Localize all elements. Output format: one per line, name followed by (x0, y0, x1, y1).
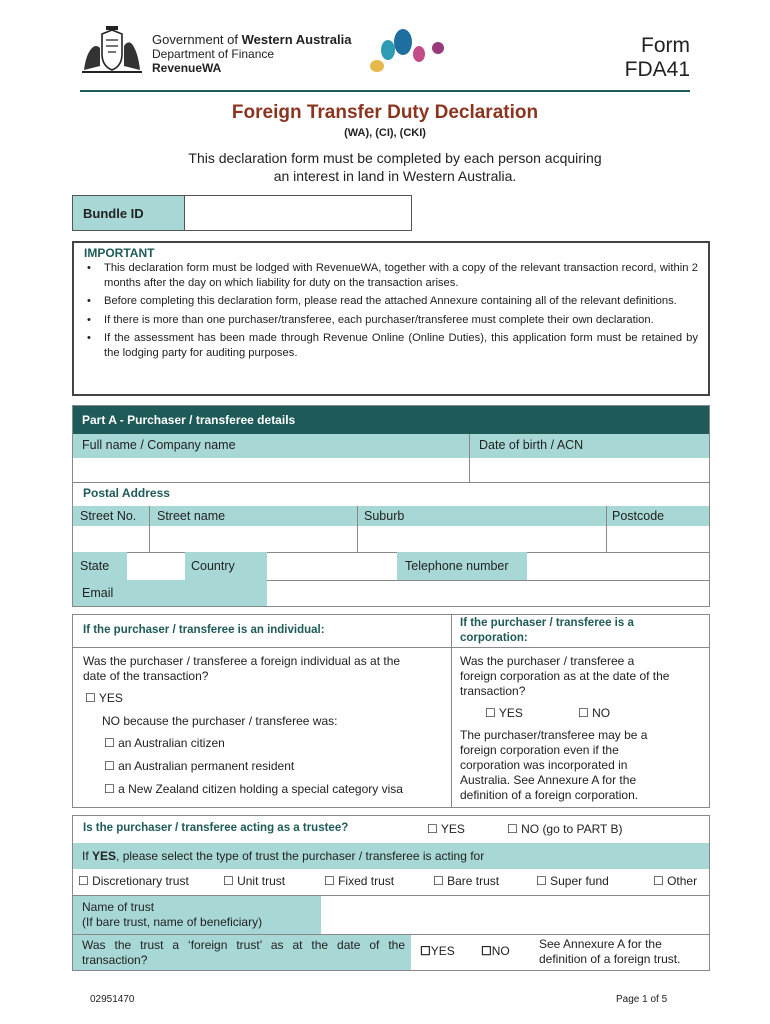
corporation-question-line1: Was the purchaser / transferee a (460, 654, 635, 668)
country-label: Country (185, 552, 267, 580)
state-input[interactable] (127, 552, 185, 580)
important-heading: IMPORTANT (84, 246, 155, 260)
individual-question (83, 654, 400, 684)
trustee-section (72, 815, 710, 971)
form-code: FDA41 (624, 58, 690, 81)
bare-trust-option[interactable]: ☐ Bare trust (433, 874, 500, 888)
divider (73, 647, 451, 648)
corporation-question-line2: foreign corporation as at the date of the (460, 669, 670, 683)
individual-question-line2: date of the transaction? (83, 669, 209, 683)
trustee-no-label: NO (521, 822, 540, 836)
trust-type-label: Super fund (550, 874, 609, 888)
form-identifier (625, 34, 690, 82)
fixed-trust-option[interactable]: ☐ Fixed trust (324, 874, 395, 888)
trustee-no-option[interactable]: ☐ NO (go to PART B) (507, 822, 623, 836)
divider (451, 647, 709, 648)
foreign-trust-question (73, 935, 411, 970)
country-input[interactable] (267, 552, 397, 580)
page-header (0, 0, 770, 92)
telephone-input[interactable] (527, 552, 709, 580)
trustee-no-note: (go to PART B) (542, 822, 623, 836)
annex-note-line1: See Annexure A for the (539, 937, 662, 951)
intro-line-1: This declaration form must be completed by each person acquiring (188, 150, 602, 166)
email-label: Email (73, 580, 267, 606)
postcode-label: Postcode (612, 509, 665, 523)
telephone-label: Telephone number (397, 552, 527, 580)
individual-heading: If the purchaser / transferee is an individual: (83, 624, 325, 636)
street-no-input[interactable] (73, 526, 149, 552)
important-item: • This declaration form must be lodged with RevenueWA, together with a copy of the relevant transaction record, within 2 months after the day on which liability for duty on the transaction arises. (84, 261, 698, 290)
coat-of-arms-logo (80, 26, 144, 76)
corporation-note (460, 728, 700, 803)
page-subtitle: (WA), (CI), (CKI) (344, 127, 426, 139)
nz-citizen-option[interactable]: ☐ a New Zealand citizen holding a special category visa (104, 782, 403, 796)
trustee-question: Is the purchaser / transferee acting as a trustee? (83, 822, 349, 834)
intro-line-2: an interest in land in Western Australia. (273, 168, 517, 184)
trust-name-line2: (If bare trust, name of beneficiary) (82, 915, 263, 929)
bundle-id-row (72, 195, 412, 231)
corporation-question-line3: transaction? (460, 684, 526, 698)
important-item: • Before completing this declaration form, please read the attached Annexure containing all of the relevant definitions. (84, 294, 698, 309)
foreign-status-section (72, 614, 710, 808)
trust-type-prefix: If (82, 849, 93, 863)
page-number: Page 1 of 5 (616, 994, 668, 1005)
full-name-label: Full name / Company name (73, 434, 469, 458)
foreign-trust-yes-label: YES (430, 944, 455, 958)
trust-type-label: Unit trust (237, 874, 286, 888)
state-label: State (73, 552, 127, 580)
trust-type-prompt (73, 843, 709, 869)
nz-citizen-label: a New Zealand citizen holding a special category visa (118, 782, 403, 796)
individual-question-line1: Was the purchaser / transferee a foreign individual as at the (83, 654, 401, 668)
intro-text (0, 149, 770, 185)
page-title: Foreign Transfer Duty Declaration (231, 102, 539, 123)
foreign-trust-no-option[interactable]: ☐NO (481, 944, 510, 958)
other-trust-option[interactable]: ☐ Other (653, 874, 698, 888)
corporation-no-label: NO (592, 706, 611, 720)
corporation-heading-line2: corporation: (460, 632, 528, 644)
individual-yes-option[interactable]: ☐ YES (85, 691, 123, 705)
foreign-trust-annex-note (539, 937, 680, 967)
corporation-yes-label: YES (498, 706, 523, 720)
corporation-question (460, 654, 700, 699)
corporation-heading (460, 616, 634, 646)
dob-label: Date of birth / ACN (469, 434, 709, 458)
super-fund-option[interactable]: ☐ Super fund (536, 874, 609, 888)
important-list (84, 261, 698, 361)
unit-trust-option[interactable]: ☐ Unit trust (223, 874, 286, 888)
trust-name-input[interactable] (321, 896, 709, 934)
postcode-input[interactable] (607, 526, 709, 552)
foreign-trust-line1: Was the trust a ‘foreign trust’ as at the date of the (82, 938, 405, 952)
email-input[interactable] (267, 580, 709, 606)
corporation-no-option[interactable]: ☐ NO (578, 706, 611, 720)
bundle-id-label: Bundle ID (73, 196, 185, 230)
trust-type-rest: , please select the type of trust the purchaser / transferee is acting for (116, 849, 485, 863)
corporation-note-line3: corporation was incorporated in (460, 758, 628, 772)
foreign-trust-yes-option[interactable]: ☐YES (420, 944, 455, 958)
trust-type-bold: YES (92, 849, 117, 863)
corporation-note-line4: Australia. See Annexure A for the (460, 773, 637, 787)
bundle-id-input[interactable] (185, 196, 411, 230)
corporation-heading-line1: If the purchaser / transferee is a (460, 617, 634, 629)
header-divider (80, 90, 690, 92)
street-name-input[interactable] (150, 526, 357, 552)
permanent-resident-label: an Australian permanent resident (118, 759, 295, 773)
trust-name-label (73, 896, 321, 934)
foreign-trust-line2: transaction? (82, 953, 148, 967)
important-item: • If the assessment has been made through Revenue Online (Online Duties), this application form must be retained by the lodging party for auditing purposes. (84, 331, 698, 360)
corporation-yes-option[interactable]: ☐ YES (485, 706, 523, 720)
individual-no-because: NO because the purchaser / transferee was: (102, 714, 338, 728)
part-a-title: Part A - Purchaser / transferee details (73, 406, 709, 434)
important-notice (72, 241, 710, 396)
trustee-yes-option[interactable]: ☐ YES (427, 822, 465, 836)
postal-address-label: Postal Address (83, 486, 170, 500)
divider (451, 615, 452, 807)
department-name: Department of Finance (152, 47, 275, 61)
government-branding (152, 33, 351, 75)
foreign-trust-no-label: NO (491, 944, 510, 958)
discretionary-trust-option[interactable]: ☐ Discretionary trust (78, 874, 189, 888)
trust-type-label: Bare trust (447, 874, 500, 888)
agency-name: RevenueWA (152, 61, 222, 75)
full-name-input[interactable] (73, 458, 469, 482)
form-word: Form (641, 34, 690, 57)
citizen-label: an Australian citizen (118, 736, 225, 750)
suburb-label: Suburb (364, 509, 405, 523)
annex-note-line2: definition of a foreign trust. (539, 952, 681, 966)
document-code: 02951470 (90, 994, 135, 1005)
street-no-label: Street No. (80, 509, 137, 523)
suburb-input[interactable] (358, 526, 606, 552)
trustee-yes-label: YES (440, 822, 465, 836)
trust-type-label: Discretionary trust (92, 874, 189, 888)
brand-dots-logo (366, 28, 450, 76)
gov-line1-prefix: Government of (152, 32, 242, 47)
important-item: • If there is more than one purchaser/transferee, each purchaser/transferee must complete their own declaration. (84, 313, 698, 328)
street-name-label: Street name (157, 509, 226, 523)
trust-type-label: Fixed trust (338, 874, 395, 888)
gov-line1-bold: Western Australia (241, 32, 352, 47)
divider (73, 482, 709, 483)
individual-yes-label: YES (98, 691, 123, 705)
trust-type-label: Other (667, 874, 698, 888)
dob-input[interactable] (470, 458, 709, 482)
corporation-note-line1: The purchaser/transferee may be a (460, 728, 648, 742)
citizen-option[interactable]: ☐ an Australian citizen (104, 736, 225, 750)
permanent-resident-option[interactable]: ☐ an Australian permanent resident (104, 759, 295, 773)
trust-name-line1: Name of trust (82, 900, 155, 914)
part-a-section (72, 405, 710, 607)
corporation-note-line2: foreign corporation even if the (460, 743, 619, 757)
corporation-note-line5: definition of a foreign corporation. (460, 788, 639, 802)
